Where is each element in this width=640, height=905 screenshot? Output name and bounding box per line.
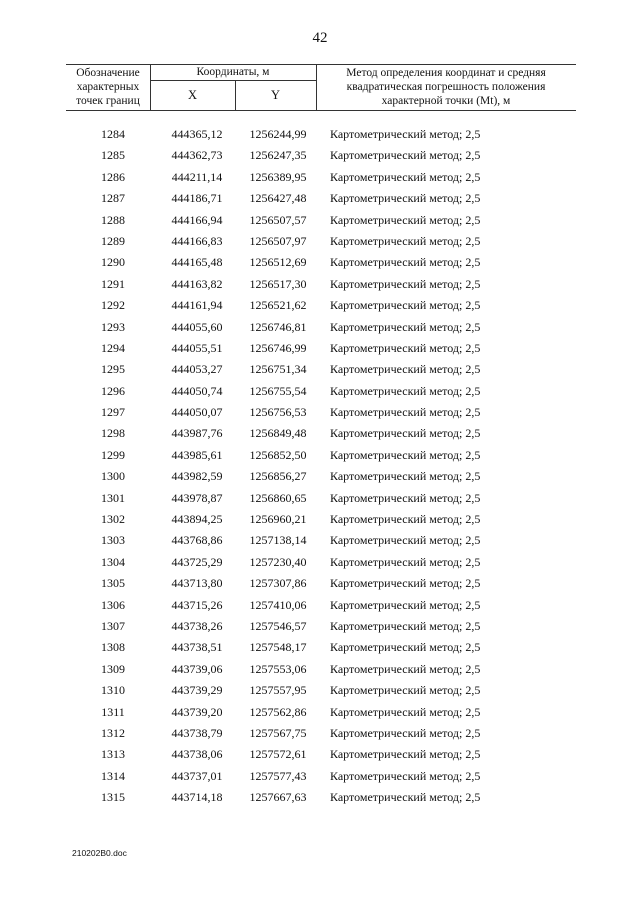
coord-x: 444163,82 — [171, 276, 223, 291]
table-row — [0, 723, 640, 744]
table-row — [0, 231, 640, 252]
table-row — [0, 402, 640, 423]
table-row — [0, 766, 640, 787]
method-text: Картометрический метод; 2,5 — [330, 747, 481, 762]
method-text: Картометрический метод; 2,5 — [330, 298, 481, 313]
coord-x: 444053,27 — [171, 362, 223, 377]
point-number: 1299 — [101, 447, 125, 462]
coord-y: 1256512,69 — [249, 255, 307, 270]
coord-y: 1257577,43 — [249, 768, 307, 783]
header-point-label: Обозначение характерных точек границ — [76, 67, 140, 107]
table-row — [0, 573, 640, 594]
point-number: 1293 — [101, 319, 125, 334]
coord-x: 444055,60 — [171, 319, 223, 334]
coord-x: 443725,29 — [171, 554, 223, 569]
table-row — [0, 637, 640, 658]
method-text: Картометрический метод; 2,5 — [330, 597, 481, 612]
method-text: Картометрический метод; 2,5 — [330, 725, 481, 740]
table-row — [0, 359, 640, 380]
method-text: Картометрический метод; 2,5 — [330, 319, 481, 334]
method-text: Картометрический метод; 2,5 — [330, 383, 481, 398]
coord-x: 444166,83 — [171, 233, 223, 248]
coord-x: 443713,80 — [171, 576, 223, 591]
coord-x: 443739,06 — [171, 661, 223, 676]
coord-x: 444211,14 — [171, 169, 223, 184]
point-number: 1306 — [101, 597, 125, 612]
header-bottom-line — [66, 110, 576, 111]
method-text: Картометрический метод; 2,5 — [330, 340, 481, 355]
point-number: 1307 — [101, 618, 125, 633]
point-number: 1297 — [101, 405, 125, 420]
method-text: Картометрический метод; 2,5 — [330, 683, 481, 698]
coord-x: 443738,51 — [171, 640, 223, 655]
coord-x: 444165,48 — [171, 255, 223, 270]
coord-y: 1257307,86 — [249, 576, 307, 591]
table-row — [0, 295, 640, 316]
method-text: Картометрический метод; 2,5 — [330, 276, 481, 291]
coord-x: 444050,74 — [171, 383, 223, 398]
method-text: Картометрический метод; 2,5 — [330, 255, 481, 270]
table-row — [0, 552, 640, 573]
method-text: Картометрический метод; 2,5 — [330, 233, 481, 248]
method-text: Картометрический метод; 2,5 — [330, 447, 481, 462]
table-row — [0, 145, 640, 166]
point-number: 1303 — [101, 533, 125, 548]
coord-y: 1256517,30 — [249, 276, 307, 291]
coord-x: 443738,06 — [171, 747, 223, 762]
point-number: 1288 — [101, 212, 125, 227]
coord-y: 1257138,14 — [249, 533, 307, 548]
coord-y: 1256507,97 — [249, 233, 307, 248]
coord-x: 444186,71 — [171, 191, 223, 206]
point-number: 1302 — [101, 512, 125, 527]
method-text: Картометрический метод; 2,5 — [330, 426, 481, 441]
coord-x: 443985,61 — [171, 447, 223, 462]
coord-x: 443715,26 — [171, 597, 223, 612]
table-row — [0, 381, 640, 402]
table-row — [0, 488, 640, 509]
method-text: Картометрический метод; 2,5 — [330, 490, 481, 505]
coord-y: 1257553,06 — [249, 661, 307, 676]
method-text: Картометрический метод; 2,5 — [330, 512, 481, 527]
method-text: Картометрический метод; 2,5 — [330, 362, 481, 377]
coord-y: 1257572,61 — [249, 747, 307, 762]
coord-x: 444362,73 — [171, 148, 223, 163]
coord-y: 1257548,17 — [249, 640, 307, 655]
coord-x: 443737,01 — [171, 768, 223, 783]
coord-x: 444050,07 — [171, 405, 223, 420]
table-row — [0, 188, 640, 209]
coord-y: 1256746,81 — [249, 319, 307, 334]
coord-y: 1256860,65 — [249, 490, 307, 505]
point-number: 1305 — [101, 576, 125, 591]
table-header — [66, 64, 576, 110]
point-number: 1285 — [101, 148, 125, 163]
point-number: 1311 — [101, 704, 125, 719]
coord-x: 443978,87 — [171, 490, 223, 505]
coord-y: 1257546,57 — [249, 618, 307, 633]
coord-y: 1256849,48 — [249, 426, 307, 441]
point-number: 1298 — [101, 426, 125, 441]
coord-x: 443982,59 — [171, 469, 223, 484]
method-text: Картометрический метод; 2,5 — [330, 405, 481, 420]
table-row — [0, 659, 640, 680]
header-method-label: Метод определения координат и средняя квадратическая погрешность положения характерной точки (Mt), м — [346, 67, 546, 107]
point-number: 1290 — [101, 255, 125, 270]
method-text: Картометрический метод; 2,5 — [330, 191, 481, 206]
coord-y: 1256852,50 — [249, 447, 307, 462]
coord-x: 443739,29 — [171, 683, 223, 698]
coord-x: 444166,94 — [171, 212, 223, 227]
coord-y: 1257557,95 — [249, 683, 307, 698]
point-number: 1287 — [101, 191, 125, 206]
table-row — [0, 423, 640, 444]
page-number: 42 — [312, 30, 328, 46]
table-row — [0, 744, 640, 765]
table-row — [0, 509, 640, 530]
table-row — [0, 466, 640, 487]
coord-x: 444365,12 — [171, 127, 223, 141]
method-text: Картометрический метод; 2,5 — [330, 554, 481, 569]
table-row — [0, 787, 640, 808]
coord-x: 444161,94 — [171, 298, 223, 313]
method-text: Картометрический метод; 2,5 — [330, 790, 481, 805]
coord-y: 1257410,06 — [249, 597, 307, 612]
coord-y: 1256244,99 — [249, 127, 307, 141]
point-number: 1315 — [101, 790, 125, 805]
coord-y: 1256751,34 — [249, 362, 307, 377]
method-text: Картометрический метод; 2,5 — [330, 640, 481, 655]
coord-y: 1256389,95 — [249, 169, 307, 184]
table-row — [0, 338, 640, 359]
coord-y: 1257562,86 — [249, 704, 307, 719]
table-row — [0, 317, 640, 338]
coord-x: 443768,86 — [171, 533, 223, 548]
method-text: Картометрический метод; 2,5 — [330, 148, 481, 163]
point-number: 1308 — [101, 640, 125, 655]
point-number: 1313 — [101, 747, 125, 762]
point-number: 1292 — [101, 298, 125, 313]
point-number: 1312 — [101, 725, 125, 740]
header-x-label: X — [187, 88, 198, 102]
point-number: 1314 — [101, 768, 125, 783]
coord-y: 1256755,54 — [249, 383, 307, 398]
table-body — [0, 124, 640, 809]
coord-x: 443739,20 — [171, 704, 223, 719]
method-text: Картометрический метод; 2,5 — [330, 169, 481, 184]
table-row — [0, 616, 640, 637]
method-text: Картометрический метод; 2,5 — [330, 469, 481, 484]
coord-y: 1256960,21 — [249, 512, 307, 527]
point-number: 1284 — [101, 127, 125, 141]
method-text: Картометрический метод; 2,5 — [330, 212, 481, 227]
table-row — [0, 252, 640, 273]
coord-y: 1257667,63 — [249, 790, 307, 805]
table-row — [0, 595, 640, 616]
coord-y: 1256856,27 — [249, 469, 307, 484]
coord-y: 1256521,62 — [249, 298, 307, 313]
coord-x: 443894,25 — [171, 512, 223, 527]
point-number: 1304 — [101, 554, 125, 569]
point-number: 1296 — [101, 383, 125, 398]
point-number: 1300 — [101, 469, 125, 484]
method-text: Картометрический метод; 2,5 — [330, 704, 481, 719]
coord-y: 1257230,40 — [249, 554, 307, 569]
method-text: Картометрический метод; 2,5 — [330, 576, 481, 591]
table-row — [0, 680, 640, 701]
coord-x: 443714,18 — [171, 790, 223, 805]
table-row — [0, 530, 640, 551]
file-name-footer: 210202B0.doc — [72, 848, 127, 858]
coord-x: 443987,76 — [171, 426, 223, 441]
method-text: Картометрический метод; 2,5 — [330, 618, 481, 633]
coord-x: 443738,26 — [171, 618, 223, 633]
table-row — [0, 274, 640, 295]
method-text: Картометрический метод; 2,5 — [330, 661, 481, 676]
header-top-line — [66, 64, 576, 65]
header-coords-title: Координаты, м — [196, 66, 270, 78]
coord-y: 1256247,35 — [249, 148, 307, 163]
point-number: 1309 — [101, 661, 125, 676]
table-row — [0, 210, 640, 231]
coord-y: 1256427,48 — [249, 191, 307, 206]
method-text: Картометрический метод; 2,5 — [330, 533, 481, 548]
table-row — [0, 445, 640, 466]
coord-y: 1257567,75 — [249, 725, 307, 740]
coords-divider-line — [150, 80, 316, 81]
table-row — [0, 167, 640, 188]
method-text: Картометрический метод; 2,5 — [330, 768, 481, 783]
point-number: 1289 — [101, 233, 125, 248]
method-text: Картометрический метод; 2,5 — [330, 127, 481, 141]
point-number: 1291 — [101, 276, 125, 291]
coord-y: 1256746,99 — [249, 340, 307, 355]
table-row — [0, 702, 640, 723]
coord-x: 444055,51 — [171, 340, 223, 355]
coord-y: 1256507,57 — [249, 212, 307, 227]
coord-x: 443738,79 — [171, 725, 223, 740]
point-number: 1294 — [101, 340, 125, 355]
point-number: 1295 — [101, 362, 125, 377]
coord-y: 1256756,53 — [249, 405, 307, 420]
point-number: 1301 — [101, 490, 125, 505]
point-number: 1310 — [101, 683, 125, 698]
point-number: 1286 — [101, 169, 125, 184]
table-row — [0, 124, 640, 145]
header-y-label: Y — [270, 88, 281, 102]
